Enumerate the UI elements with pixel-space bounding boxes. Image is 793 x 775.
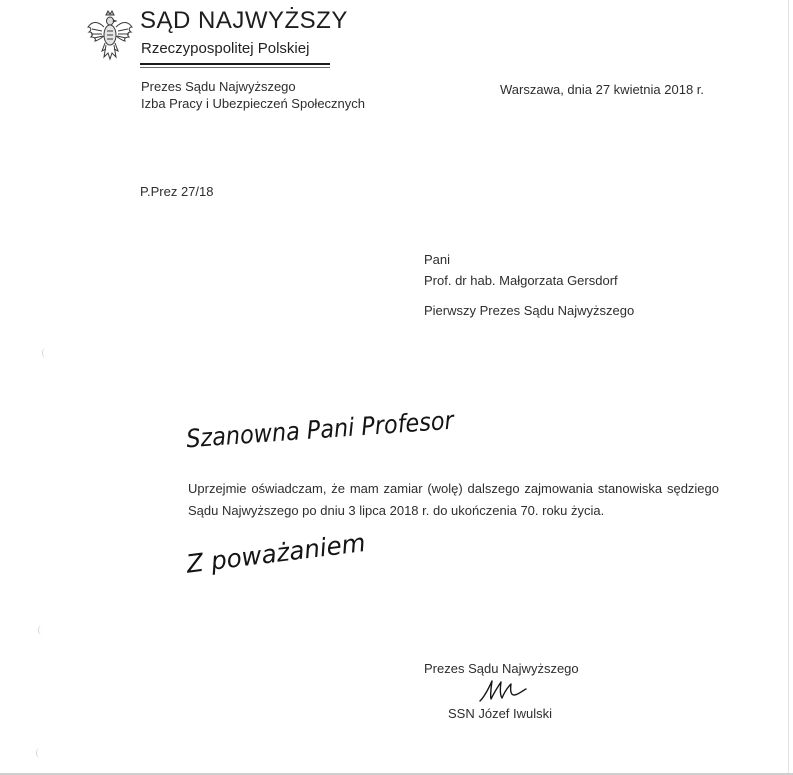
handwritten-greeting xyxy=(180,402,487,454)
scan-speck xyxy=(38,625,45,635)
addressee-title: Pierwszy Prezes Sądu Najwyższego xyxy=(424,303,635,318)
scan-edge-right xyxy=(788,0,789,775)
header-divider-thin xyxy=(140,67,330,68)
signatory-title: Prezes Sądu Najwyższego xyxy=(424,661,579,676)
handwritten-closing xyxy=(180,527,380,579)
court-name: SĄD NAJWYŻSZY xyxy=(140,7,348,34)
handwritten-greeting-text: Szanowna Pani Profesor xyxy=(185,403,487,454)
handwritten-closing-text: Z poważaniem xyxy=(184,527,370,579)
scan-speck xyxy=(36,748,43,758)
reference-number: P.Prez 27/18 xyxy=(140,184,214,199)
handwritten-signature xyxy=(476,677,536,705)
addressee-name: Prof. dr hab. Małgorzata Gersdorf xyxy=(424,273,618,288)
header-divider-thick xyxy=(140,63,330,65)
signatory-name: SSN Józef Iwulski xyxy=(448,706,553,721)
letter-date: Warszawa, dnia 27 kwietnia 2018 r. xyxy=(500,82,705,97)
addressee-salutation: Pani xyxy=(424,252,451,267)
sender-line-1: Prezes Sądu Najwyższego xyxy=(141,79,296,94)
polish-eagle-emblem-icon xyxy=(86,9,134,61)
scan-speck xyxy=(42,348,49,358)
court-subtitle: Rzeczypospolitej Polskiej xyxy=(141,40,310,57)
sender-line-2: Izba Pracy i Ubezpieczeń Społecznych xyxy=(141,96,366,111)
letter-body: Uprzejmie oświadczam, że mam zamiar (wolę) dalszego zajmowania stanowiska sędziego Sądu Najwyższego po dniu 3 lipca 2018 r. do ukończenia 70. roku życia. xyxy=(188,481,719,518)
